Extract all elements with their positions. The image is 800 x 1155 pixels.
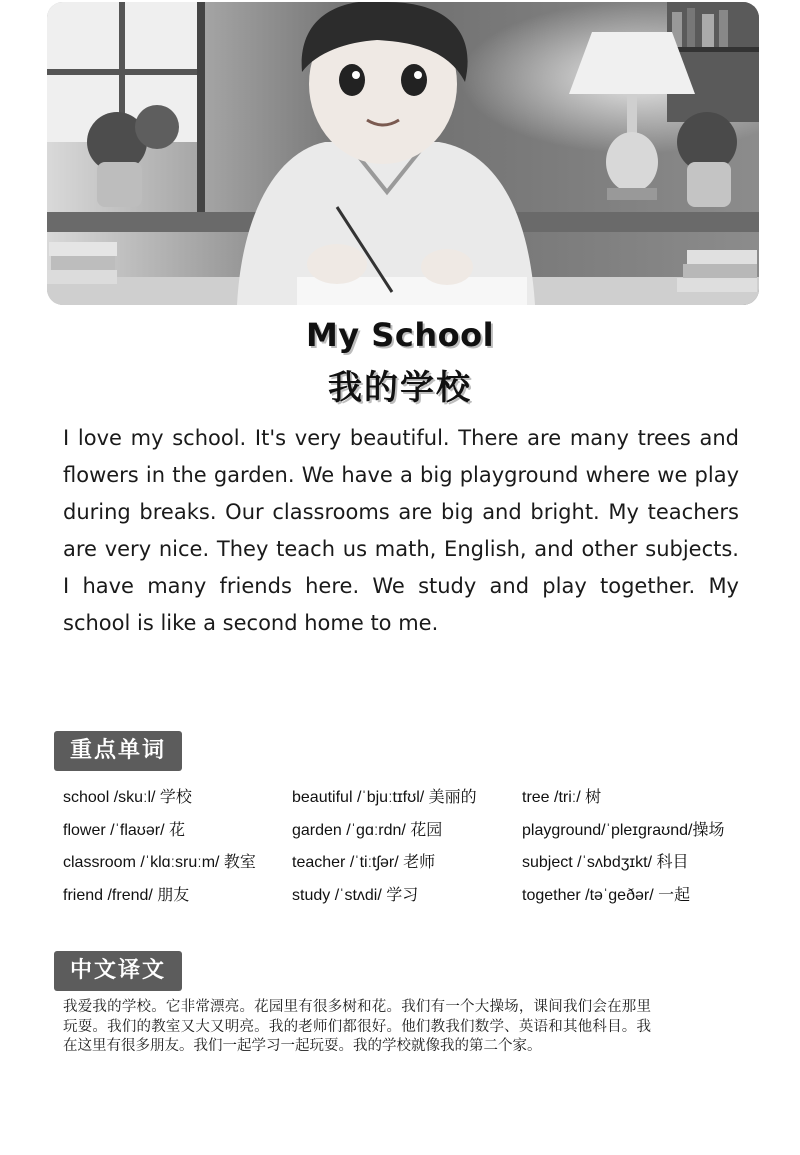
vocab-item: flower /ˈflaʊər/ 花 [63,821,186,839]
story-paragraph: I love my school. It's very beautiful. There are many trees and flowers in the garden. We have a big playground where we play during breaks. Our classrooms are big and bright. My teachers are very nice. They teach us math, English, and other subjects. I have many friends here. We study and play together. My school is like a second home to me. [63,426,739,635]
vocab-item: garden /ˈɡɑːrdn/ 花园 [292,821,443,839]
vocab-item: school /skuːl/ 学校 [63,789,192,806]
vocab-item: subject /ˈsʌbdʒɪkt/ 科目 [522,854,689,871]
vocabulary-column-2 [292,782,517,912]
vocab-item: teacher /ˈtiːtʃər/ 老师 [292,854,436,871]
vocab-item: classroom /ˈklɑːsruːm/ 教室 [63,854,256,871]
vocab-item: together /təˈɡeðər/ 一起 [522,886,691,904]
vocab-item: tree /triː/ 树 [522,789,602,806]
vocab-item: study /ˈstʌdi/ 学习 [292,886,419,904]
hero-illustration [47,2,759,305]
vocab-item: playground/ˈpleɪɡraʊnd/操场 [522,821,725,839]
vocab-item: friend /frend/ 朋友 [63,886,190,904]
translation-heading: 中文译文 [54,951,182,991]
vocab-item: beautiful /ˈbjuːtɪfʊl/ 美丽的 [292,789,477,806]
vocabulary-column-3 [522,782,732,912]
title-chinese: 我的学校 [328,368,472,408]
vocabulary-column-1 [63,782,288,912]
vocabulary-heading: 重点单词 [54,731,182,771]
translation-paragraph: 我爱我的学校。它非常漂亮。花园里有很多树和花。我们有一个大操场，课间我们会在那里玩耍。我们的教室又大又明亮。我的老师们都很好。他们教我们数学、英语和其他科目。我在这里有很多朋友。我们一起学习一起玩耍。我的学校就像我的第二个家。 [63,999,651,1054]
title-english: My School [305,316,495,354]
